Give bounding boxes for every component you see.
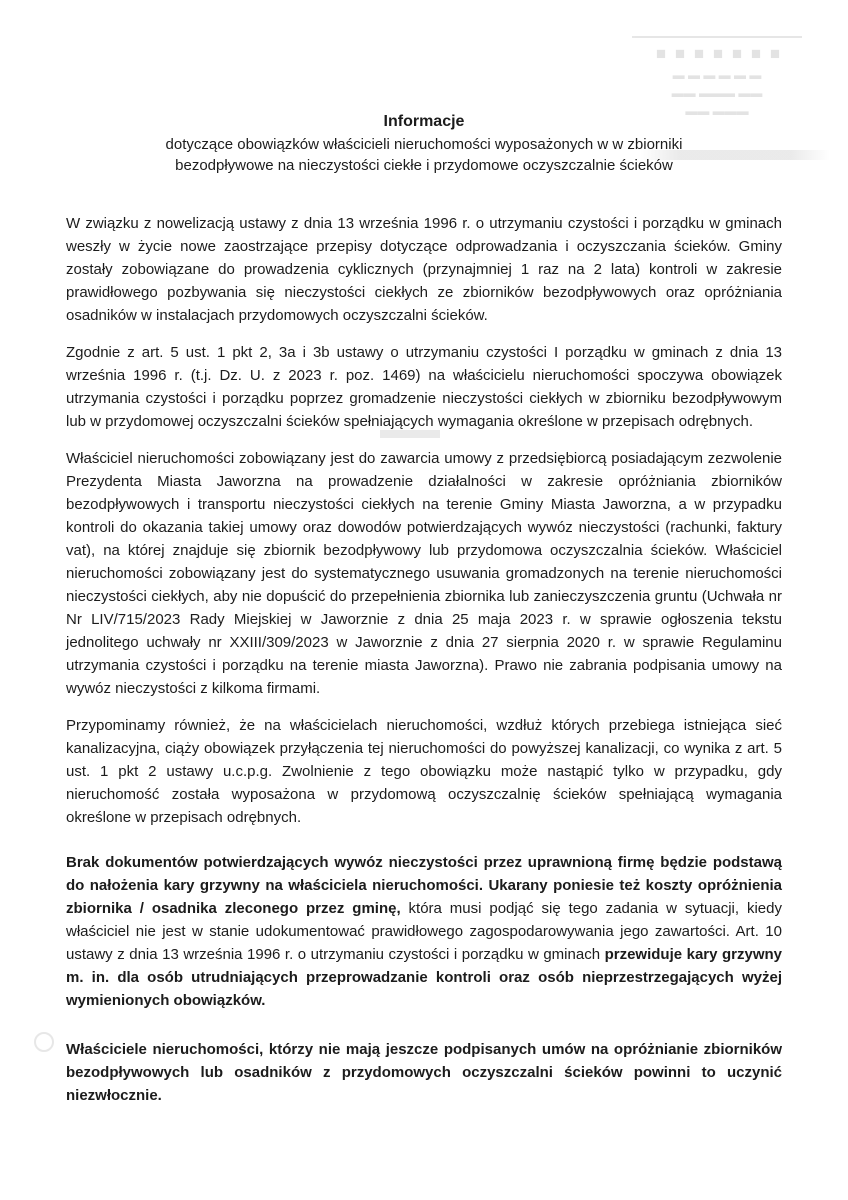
penalty-fines-bold: przewiduje kary grzywny m. in. dla osób utrudniających przeprowadzanie kontroli oraz osób nieprzestrzegających wyżej wymienionych obowiązków. [66, 946, 782, 1009]
paragraph-legal-basis: Zgodnie z art. 5 ust. 1 pkt 2, 3a i 3b ustawy o utrzymaniu czystości I porządku w gminach z dnia 13 września 1996 r. (t.j. Dz. U. z 2023 r. poz. 1469) na właścicielu nieruchomości spoczywa obowiązek utrzymania czystości i porządku poprzez gromadzenie nieczystości ciekłych w zbiorniku bezodpływowym lub w przydomowej oczyszczalni ścieków spełniających wymagania określone w przepisach odrębnych. [66, 344, 782, 430]
penalty-text: która musi podjąć się tego zadania w sytuacji, kiedy właściciel nie jest w stanie udokumentować prawidłowego zagospodarowywania jego zawartości. Art. 10 ustawy z dnia 13 września 1996 r. o utrzymaniu czystości i porządku w gminach [66, 900, 782, 963]
document-header [66, 112, 782, 176]
document-title: Informacje [383, 113, 465, 130]
document-subtitle: dotyczące obowiązków właścicieli nieruchomości wyposażonych w w zbiorniki bezodpływowe na nieczystości ciekłe i przydomowe oczyszczalnie ścieków [165, 136, 683, 174]
penalty-warning-bold: Brak dokumentów potwierdzających wywóz nieczystości przez uprawnioną firmę będzie podstawą do nałożenia kary grzywny na właściciela nieruchomości. Ukarany poniesie też koszty opróżnienia zbiornika / osadnika zleconego przez gminę, [66, 854, 782, 917]
paragraph-owner-obligations: Właściciel nieruchomości zobowiązany jest do zawarcia umowy z przedsiębiorcą posiadającym zezwolenie Prezydenta Miasta Jaworzna na prowadzenie działalności w zakresie opróżniania zbiorników bezodpływowych i transportu nieczystości ciekłych na terenie Gminy Miasta Jaworzna, a w przypadku kontroli do okazania takiej umowy oraz dowodów potwierdzających wywóz nieczystości (rachunki, faktury vat), na której znajduje się zbiornik bezodpływowy lub przydomowa oczyszczalnia ścieków. Właściciel nieruchomości zobowiązany jest do systematycznego usuwania gromadzonych na terenie nieruchomości nieczystości ciekłych, aby nie dopuścić do przepełnienia zbiornika lub zanieczyszczenia gruntu (Uchwała nr Nr LIV/715/2023 Rady Miejskiej w Jaworznie z dnia 25 maja 2023 r. w sprawie ogłoszenia tekstu jednolitego uchwały nr XXIII/309/2023 w Jaworznie z dnia 27 sierpnia 2020 r. w sprawie Regulaminu utrzymania czystości i porządku na terenie miasta Jaworzna). Prawo nie zabrania podpisania umowy na wywóz nieczystości z kilkoma firmami. [66, 450, 782, 697]
document-body [66, 112, 782, 1121]
paragraph-intro: W związku z nowelizacją ustawy z dnia 13 września 1996 r. o utrzymaniu czystości i porządku w gminach weszły w życie nowe zaostrzające przepisy dotyczące odprowadzania i oczyszczania ścieków. Gminy zostały zobowiązane do prowadzenia cyklicznych (przynajmniej 1 raz na 2 lata) kontroli w zakresie prawidłowego pozbywania się nieczystości ciekłych ze zbiorników bezodpływowych oraz opróżniania osadników w instalacjach przydomowych oczyszczalni ścieków. [66, 215, 782, 324]
paragraph-penalties [66, 851, 782, 1012]
closing-bold: Właściciele nieruchomości, którzy nie mają jeszcze podpisanych umów na opróżnianie zbiorników bezodpływowych lub osadników z przydomowych oczyszczalni ścieków powinni to uczynić niezwłocznie. [66, 1041, 782, 1104]
bleed-through-stamp: ■ ■ ■ ■ ■ ■ ■ ▬ ▬ ▬ ▬ ▬ ▬ ▬▬ ▬▬▬ ▬▬ ▬▬▬ ▬▬ [612, 30, 822, 160]
hole-punch-mark [34, 1032, 54, 1052]
paragraph-sewer-connection: Przypominamy również, że na właścicielach nieruchomości, wzdłuż których przebiega istniejąca sieć kanalizacyjna, ciąży obowiązek przyłączenia tej nieruchomości do powyższej kanalizacji, co wynika z art. 5 ust. 1 pkt 2 ustawy u.c.p.g. Zwolnienie z tego obowiązku może nastąpić tylko w przypadku, gdy nieruchomość została wyposażona w przydomową oczyszczalnię ścieków spełniającą wymagania określone w przepisach odrębnych. [66, 717, 782, 826]
paragraph-closing [66, 1038, 782, 1107]
